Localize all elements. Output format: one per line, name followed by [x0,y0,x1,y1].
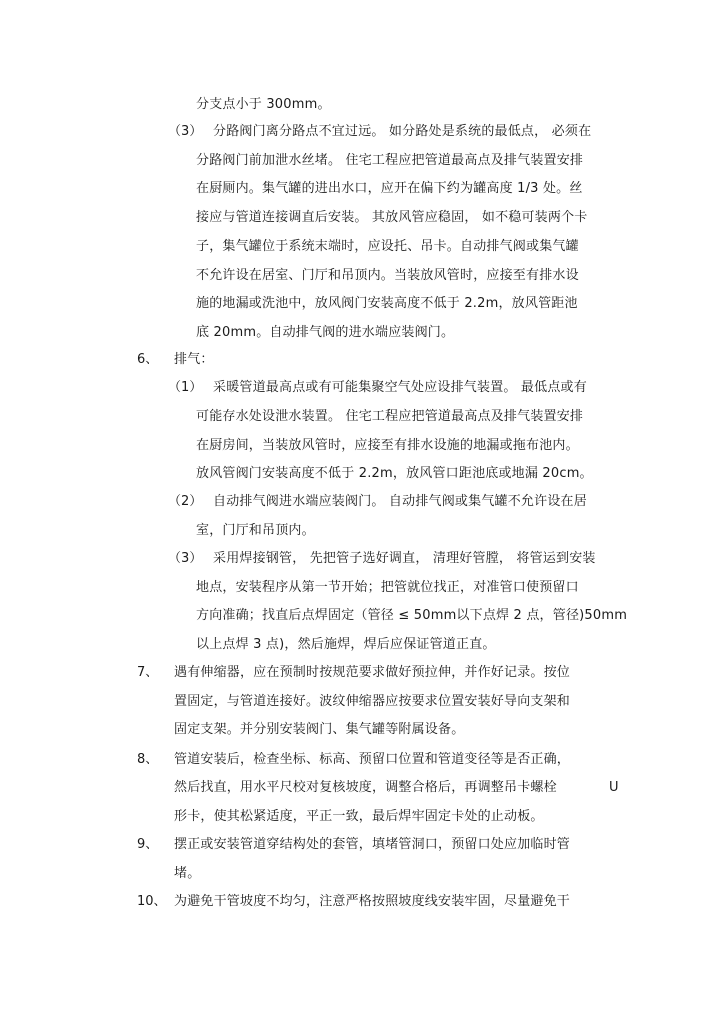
section-heading: 排气： [174,352,214,367]
text-line: 摆正或安装管道穿结构处的套管，填堵管洞口，预留口处应加临时管 [174,837,571,852]
item-marker: （3） [168,551,203,566]
text-line: 采暖管道最高点或有可能集聚空气处应设排气装置。 最低点或有 [213,380,587,395]
text-line: 管道安装后，检查坐标、标高、预留口位置和管道变径等是否正确， [174,752,571,767]
item-marker: 9、 [137,837,159,852]
item-marker: 6、 [137,352,159,367]
text-fragment: U [609,780,619,795]
text-line: 分路阀门前加泄水丝堵。 住宅工程应把管道最高点及排气装置安排 [196,153,584,168]
text-line: 形卡，使其松紧适度，平正一致，最后焊牢固定卡处的止动板。 [174,809,544,824]
text-line: 在厨厕内。集气罐的进出水口，应开在偏下约为罐高度 1/3 处。丝 [196,181,583,196]
item-marker: 7、 [137,665,159,680]
text-line: 然后找直，用水平尺校对复核坡度，调整合格后，再调整吊卡螺栓 [174,780,557,795]
text-line: 遇有伸缩器，应在预制时按规范要求做好预拉伸，并作好记录。按位 [174,665,571,680]
text-line: 方向准确；找直后点焊固定（管径 ≤ 50mm以下点焊 2 点，管径)50mm [196,608,628,623]
text-line: 底 20mm。自动排气阀的进水端应装阀门。 [196,325,455,340]
text-line: 自动排气阀进水端应装阀门。 自动排气阀或集气罐不允许设在居 [213,494,587,509]
text-line: 置固定，与管道连接好。波纹伸缩器应按要求位置安装好导向支架和 [174,694,571,709]
text-line: 堵。 [174,866,201,881]
text-line: 采用焊接钢管， 先把管子选好调直， 清理好管膛， 将管运到安装 [213,551,596,566]
item-marker: （1） [168,380,203,395]
text-line: 子，集气罐位于系统末端时，应设托、吊卡。自动排气阀或集气罐 [196,239,579,254]
text-line: 施的地漏或洗池中，放风阀门安装高度不低于 2.2m，放风管距池 [196,296,578,311]
item-marker: （2） [168,494,203,509]
text-line: 室，门厅和吊顶内。 [196,523,315,538]
item-marker: （3） [168,124,203,139]
text-line: 固定支架。并分别安装阀门、集气罐等附属设备。 [174,722,465,737]
text-line: 为避免干管坡度不均匀，注意严格按照坡度线安装牢固，尽量避免干 [174,894,571,909]
text-line: 放风管阀门安装高度不低于 2.2m，放风管口距池底或地漏 20cm。 [196,466,593,481]
text-line: 可能存水处设泄水装置。 住宅工程应把管道最高点及排气装置安排 [196,409,584,424]
text-line: 分路阀门离分路点不宜过远。 如分路处是系统的最低点， 必须在 [213,124,592,139]
item-marker: 8、 [137,752,159,767]
text-line: 以上点焊 3 点)，然后施焊，焊后应保证管道正直。 [196,637,496,652]
text-line: 不允许设在居室、门厅和吊顶内。当装放风管时，应接至有排水设 [196,268,579,283]
text-line: 接应与管道连接调直后安装。 其放风管应稳固， 如不稳可装两个卡 [196,210,588,225]
text-line: 在厨房间，当装放风管时，应接至有排水设施的地漏或拖布池内。 [196,438,579,453]
text-line: 地点，安装程序从第一节开始；把管就位找正，对准管口使预留口 [196,580,579,595]
text-line: 分支点小于 300mm。 [196,97,331,112]
item-marker: 10、 [137,894,167,909]
